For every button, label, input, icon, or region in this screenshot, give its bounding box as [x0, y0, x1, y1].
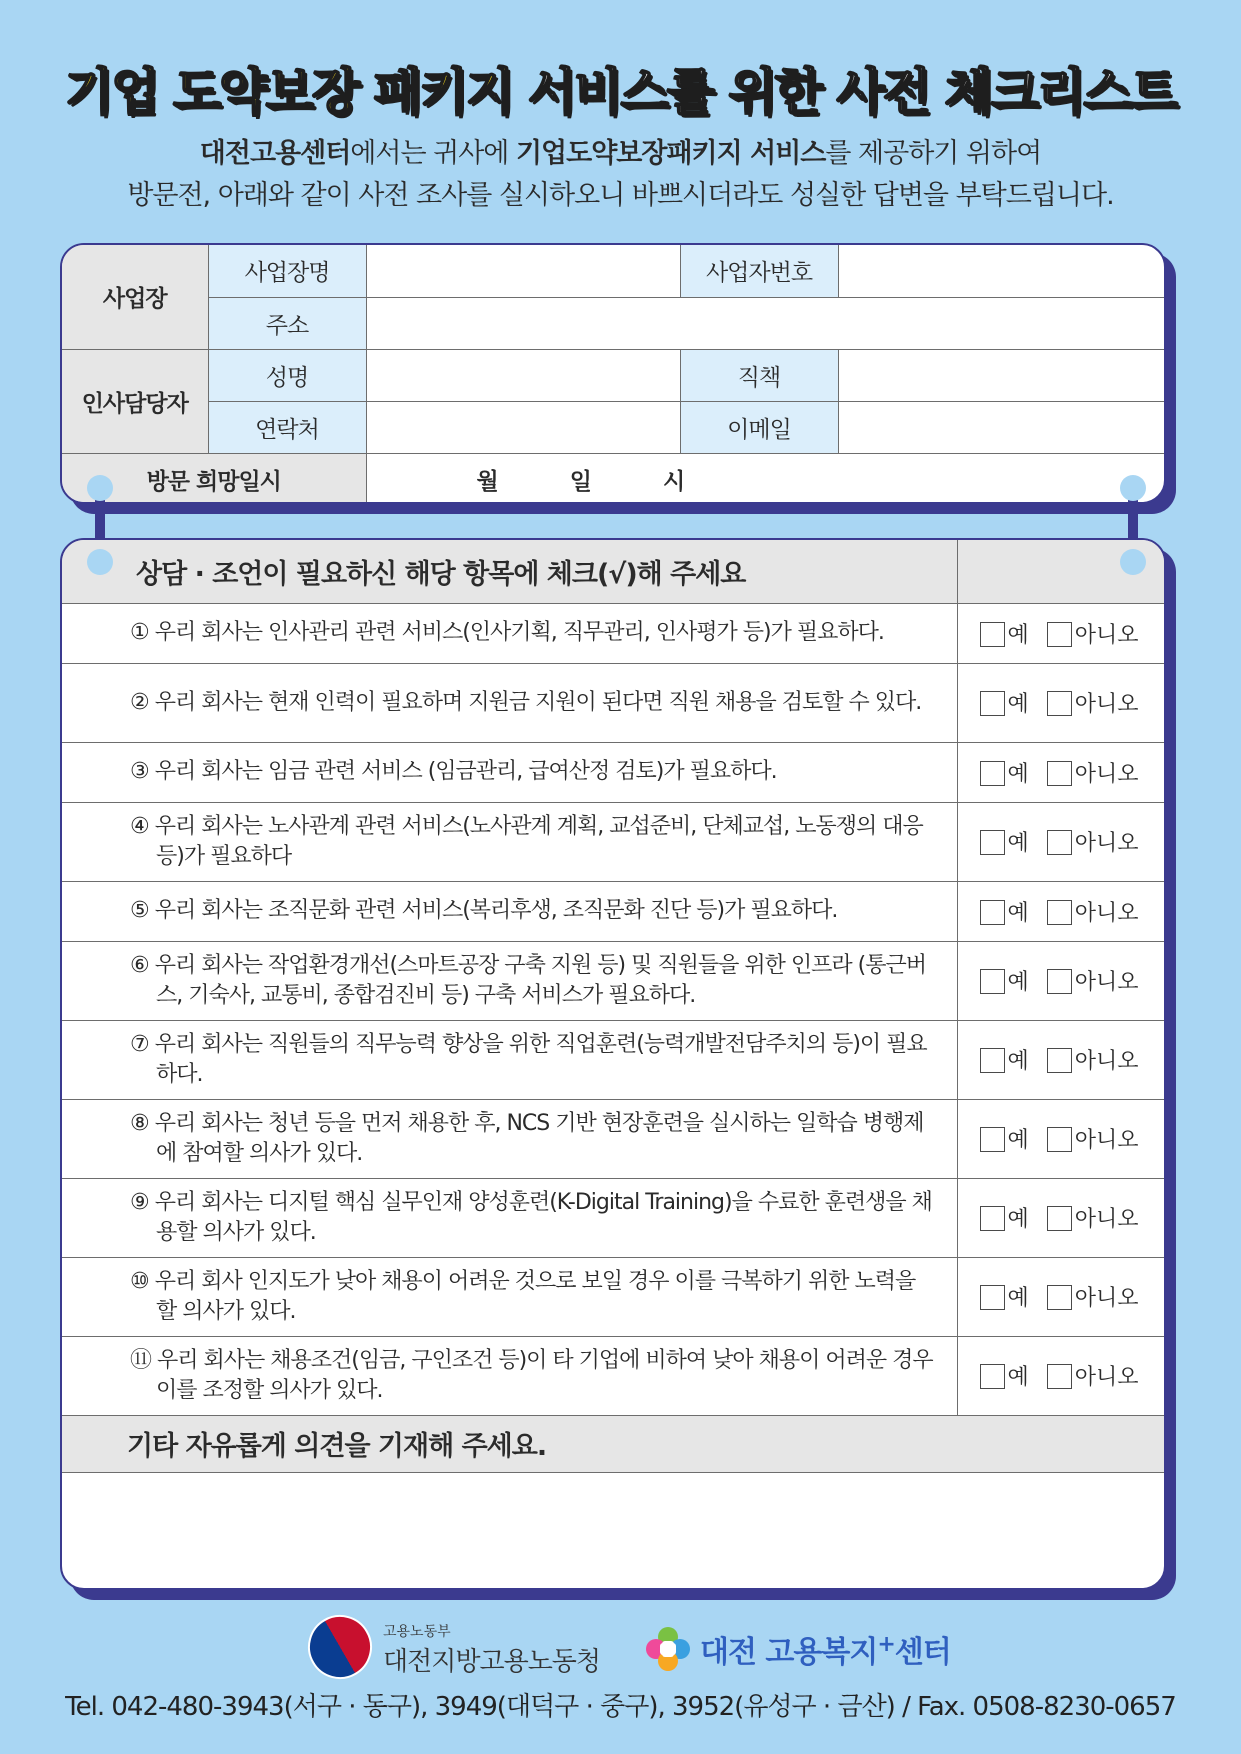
- question-row: [62, 663, 957, 742]
- yes-checkbox[interactable]: [980, 1285, 1005, 1310]
- question-text: ⑨ 우리 회사는 디지털 핵심 실무인재 양성훈련(K-Digital Training)을 수료한 훈련생을 채용할 의사가 있다.: [130, 1189, 932, 1245]
- center-name-suffix: 센터: [894, 1635, 951, 1670]
- no-checkbox[interactable]: [1047, 622, 1072, 647]
- position-label: 직책: [680, 349, 838, 401]
- visit-datetime-field[interactable]: [366, 453, 1164, 504]
- email-label: 이메일: [680, 401, 838, 453]
- no-label: 아니오: [1074, 1286, 1139, 1311]
- intro-text: [0, 133, 1241, 217]
- hour-label: 시: [662, 468, 685, 495]
- binder-hole-bottom-right: [1120, 549, 1146, 575]
- question-row: [62, 1099, 957, 1178]
- welfare-center-logo-icon: [642, 1623, 694, 1675]
- answer-options: [957, 1099, 1164, 1178]
- no-checkbox[interactable]: [1047, 761, 1072, 786]
- intro-line-2: 방문전, 아래와 같이 사전 조사를 실시하오니 바쁘시더라도 성실한 답변을 부탁드립니다.: [127, 180, 1114, 211]
- ministry-name: 고용노동부: [383, 1624, 451, 1640]
- answer-options: [957, 1178, 1164, 1257]
- question-row: [62, 1178, 957, 1257]
- center-name-main: 대전 고용복지: [700, 1635, 878, 1670]
- no-checkbox[interactable]: [1047, 900, 1072, 925]
- welfare-center-name: [700, 1627, 951, 1671]
- question-text: ① 우리 회사는 인사관리 관련 서비스(인사기획, 직무관리, 인사평가 등)가 필요하다.: [130, 620, 884, 645]
- question-text: ⑩ 우리 회사 인지도가 낮아 채용이 어려운 것으로 보일 경우 이를 극복하기 위한 노력을 할 의사가 있다.: [130, 1268, 916, 1324]
- question-text: ⑪ 우리 회사는 채용조건(임금, 구인조건 등)이 타 기업에 비하여 낮아 채용이 어려운 경우 이를 조정할 의사가 있다.: [130, 1347, 933, 1403]
- no-checkbox[interactable]: [1047, 691, 1072, 716]
- question-row: [62, 1020, 957, 1099]
- answer-options: [957, 881, 1164, 941]
- business-name-label: 사업장명: [208, 245, 366, 297]
- info-form: [60, 243, 1166, 504]
- question-row: [62, 1336, 957, 1415]
- address-field[interactable]: [366, 297, 1164, 349]
- yes-label: 예: [1007, 970, 1029, 995]
- answer-options: [957, 742, 1164, 802]
- intro-line-1: [0, 133, 1241, 175]
- name-label: 성명: [208, 349, 366, 401]
- yes-label: 예: [1007, 1365, 1029, 1390]
- yes-checkbox[interactable]: [980, 691, 1005, 716]
- etc-comment-label: 기타 자유롭게 의견을 기재해 주세요.: [62, 1415, 1164, 1472]
- question-text: ② 우리 회사는 현재 인력이 필요하며 지원금 지원이 된다면 직원 채용을 검토할 수 있다.: [130, 689, 922, 715]
- question-text: ③ 우리 회사는 임금 관련 서비스 (임금관리, 급여산정 검토)가 필요하다.: [130, 759, 777, 784]
- yes-checkbox[interactable]: [980, 969, 1005, 994]
- question-row: [62, 881, 957, 941]
- month-label: 월: [476, 468, 498, 495]
- yes-label: 예: [1007, 1128, 1029, 1153]
- day-label: 일: [569, 468, 591, 495]
- yes-label: 예: [1007, 1049, 1029, 1074]
- no-label: 아니오: [1074, 692, 1139, 717]
- binder-hole-bottom-left: [87, 549, 113, 575]
- answer-options: [957, 1257, 1164, 1336]
- contact-label: 연락처: [208, 401, 366, 453]
- answer-options: [957, 603, 1164, 663]
- no-label: 아니오: [1074, 1128, 1139, 1153]
- center-name-plus: +: [877, 1632, 895, 1657]
- yes-label: 예: [1007, 1286, 1029, 1311]
- question-row: [62, 603, 957, 663]
- question-text: ⑧ 우리 회사는 청년 등을 먼저 채용한 후, NCS 기반 현장훈련을 실시하는 일학습 병행제에 참여할 의사가 있다.: [130, 1110, 924, 1166]
- yes-checkbox[interactable]: [980, 1048, 1005, 1073]
- answer-options: [957, 1020, 1164, 1099]
- yes-checkbox[interactable]: [980, 1364, 1005, 1389]
- intro-text-part: 에서는 귀사에: [350, 138, 516, 169]
- contact-info: Tel. 042-480-3943(서구 · 동구), 3949(대덕구 · 중구), 3952(유성구 · 금산) / Fax. 0508-8230-0657: [65, 1692, 1176, 1722]
- no-label: 아니오: [1074, 970, 1139, 995]
- checklist-header: 상담 · 조언이 필요하신 해당 항목에 체크(√)해 주세요: [62, 540, 957, 603]
- position-field[interactable]: [838, 349, 1164, 401]
- no-label: 아니오: [1074, 1049, 1139, 1074]
- yes-label: 예: [1007, 761, 1029, 787]
- workplace-label: 사업장: [62, 245, 208, 349]
- title-rest: 서비스를 위한 사전 체크리스트: [512, 63, 1177, 121]
- no-checkbox[interactable]: [1047, 1285, 1072, 1310]
- business-name-field[interactable]: [366, 245, 680, 297]
- intro-center-name: 대전고용센터: [199, 138, 351, 169]
- yes-checkbox[interactable]: [980, 830, 1005, 855]
- intro-text-part: 를 제공하기 위하여: [825, 138, 1042, 169]
- page-title: [0, 52, 1241, 124]
- address-label: 주소: [208, 297, 366, 349]
- contact-field[interactable]: [366, 401, 680, 453]
- question-row: [62, 802, 957, 881]
- regional-office-name: 대전지방고용노동청: [383, 1647, 601, 1677]
- no-checkbox[interactable]: [1047, 969, 1072, 994]
- no-label: 아니오: [1074, 900, 1139, 926]
- business-number-label: 사업자번호: [680, 245, 838, 297]
- no-label: 아니오: [1074, 1365, 1139, 1390]
- no-checkbox[interactable]: [1047, 830, 1072, 855]
- answer-options: [957, 941, 1164, 1020]
- answer-options: [957, 802, 1164, 881]
- checklist-form: [60, 538, 1166, 1590]
- yes-checkbox[interactable]: [980, 761, 1005, 786]
- no-checkbox[interactable]: [1047, 1364, 1072, 1389]
- footer-logos: [0, 1613, 1241, 1683]
- yes-label: 예: [1007, 622, 1029, 648]
- yes-label: 예: [1007, 831, 1029, 856]
- question-text: ④ 우리 회사는 노사관계 관련 서비스(노사관계 계획, 교섭준비, 단체교섭, 노동쟁의 대응 등)가 필요하다: [130, 813, 923, 869]
- question-text: ⑦ 우리 회사는 직원들의 직무능력 향상을 위한 직업훈련(능력개발전담주치의 등)이 필요하다.: [130, 1031, 927, 1087]
- yes-checkbox[interactable]: [980, 1206, 1005, 1231]
- email-field[interactable]: [838, 401, 1164, 453]
- question-text: ⑥ 우리 회사는 작업환경개선(스마트공장 구축 지원 등) 및 직원들을 위한 인프라 (통근버스, 기숙사, 교통비, 종합검진비 등) 구축 서비스가 필요하다.: [130, 952, 926, 1008]
- hr-manager-label: 인사담당자: [62, 349, 208, 453]
- taegeuk-emblem-icon: [296, 1603, 383, 1690]
- question-row: [62, 1257, 957, 1336]
- no-label: 아니오: [1074, 761, 1139, 787]
- no-label: 아니오: [1074, 622, 1139, 648]
- title-highlight: 기업 도약보장 패키지: [64, 63, 513, 121]
- no-checkbox[interactable]: [1047, 1048, 1072, 1073]
- intro-service-name: 기업도약보장패키지 서비스: [515, 138, 826, 169]
- yes-checkbox[interactable]: [980, 900, 1005, 925]
- visit-datetime-label: 방문 희망일시: [62, 453, 366, 504]
- business-number-field[interactable]: [838, 245, 1164, 297]
- yes-checkbox[interactable]: [980, 1127, 1005, 1152]
- question-row: [62, 742, 957, 802]
- no-label: 아니오: [1074, 831, 1139, 856]
- binder-hole-top-left: [87, 475, 113, 501]
- binder-hole-top-right: [1120, 475, 1146, 501]
- no-checkbox[interactable]: [1047, 1206, 1072, 1231]
- question-text: ⑤ 우리 회사는 조직문화 관련 서비스(복리후생, 조직문화 진단 등)가 필요하다.: [130, 898, 838, 923]
- yes-label: 예: [1007, 692, 1029, 717]
- yes-label: 예: [1007, 900, 1029, 926]
- answer-options: [957, 1336, 1164, 1415]
- name-field[interactable]: [366, 349, 680, 401]
- yes-label: 예: [1007, 1207, 1029, 1232]
- no-label: 아니오: [1074, 1207, 1139, 1232]
- answer-options: [957, 663, 1164, 742]
- no-checkbox[interactable]: [1047, 1127, 1072, 1152]
- etc-comment-field[interactable]: [62, 1472, 1164, 1583]
- question-row: [62, 941, 957, 1020]
- yes-checkbox[interactable]: [980, 622, 1005, 647]
